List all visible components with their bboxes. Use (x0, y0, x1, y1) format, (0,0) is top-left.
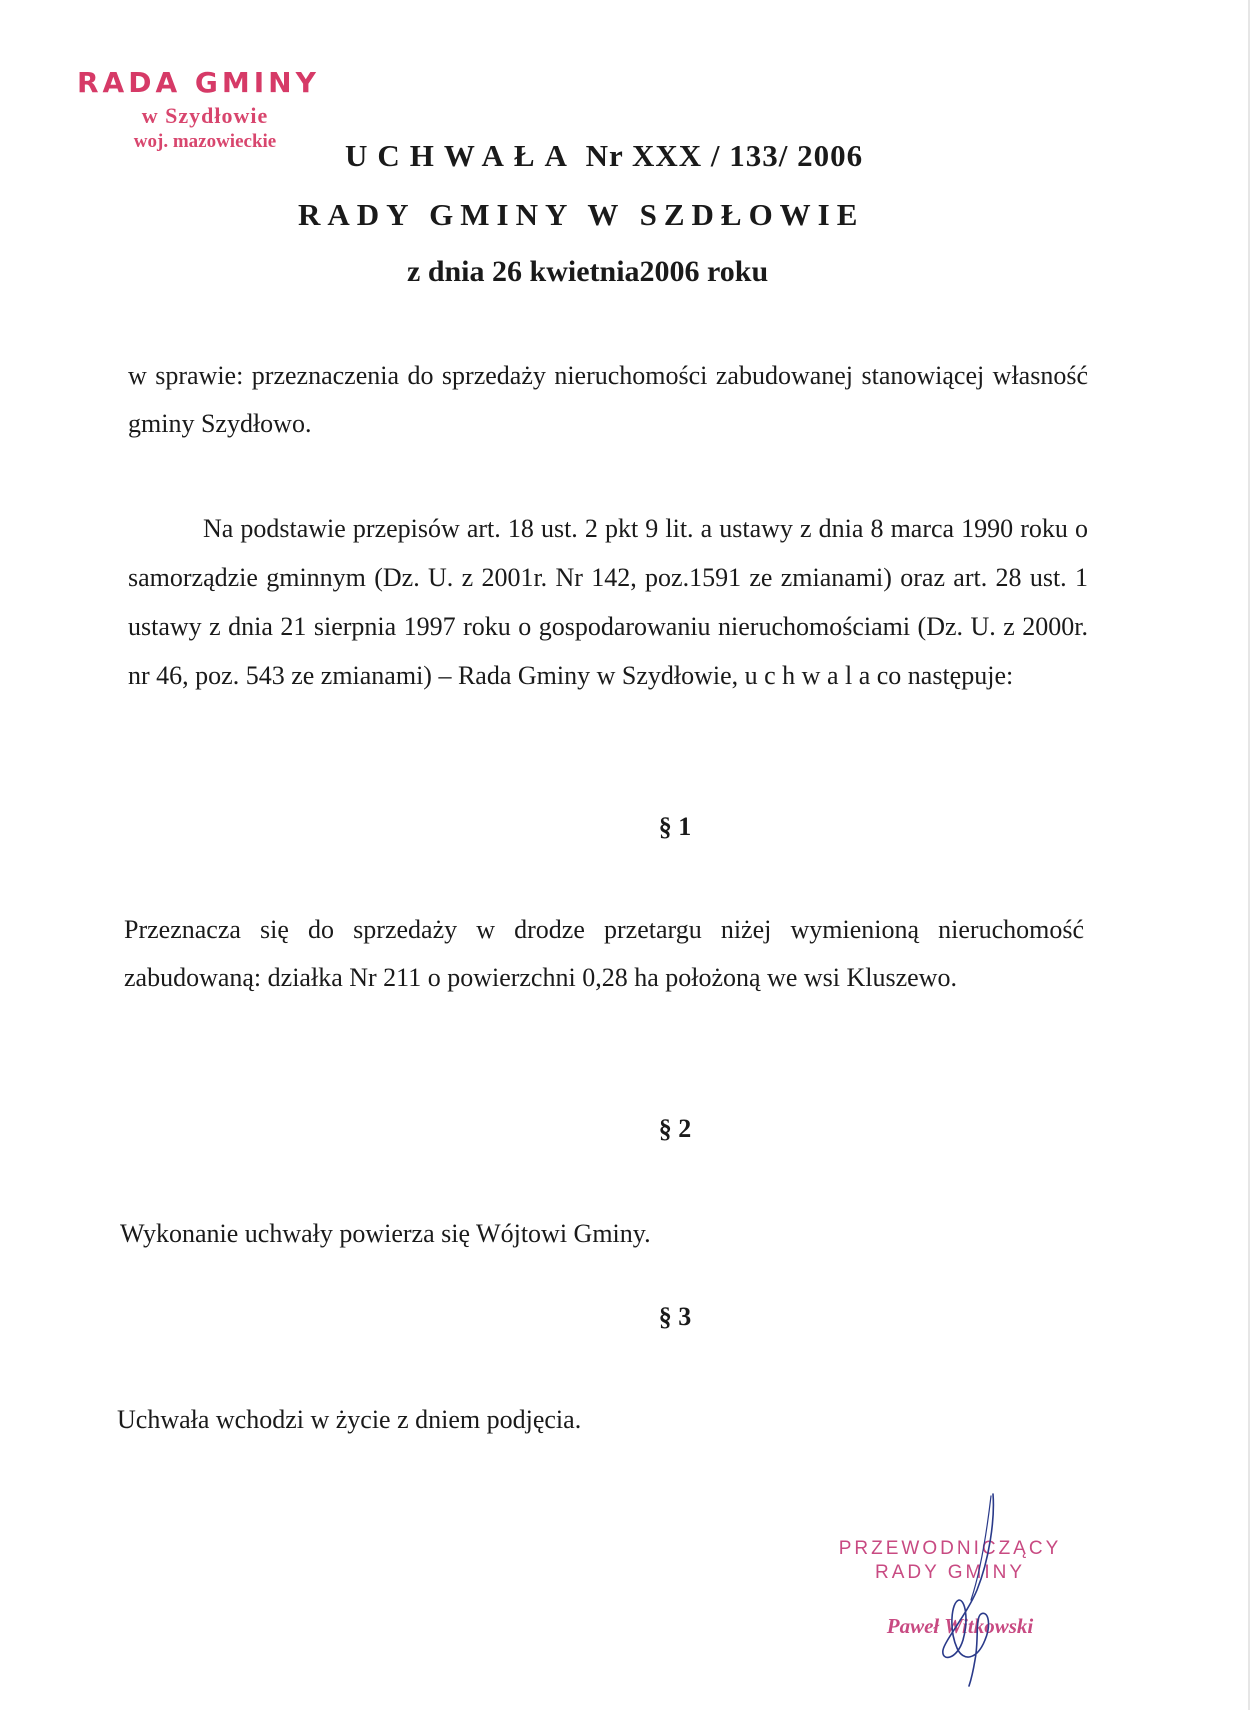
chairman-title-line-2: RADY GMINY (874, 1562, 1025, 1583)
section-text-3: Uchwała wchodzi w życie z dniem podjęcia. (117, 1405, 582, 1434)
section-mark-2: § 2 (658, 1114, 692, 1143)
chairman-name: Paweł Witkowski (886, 1614, 1034, 1638)
handwritten-signature (905, 1490, 1015, 1690)
council-stamp (75, 66, 335, 153)
stamp-line-1: RADA GMINY (77, 66, 320, 99)
resolution-date: z dnia 26 kwietnia2006 roku (407, 255, 769, 288)
resolution-word: UCHWAŁA (345, 138, 577, 173)
stamp-line-3: woj. mazowieckie (133, 131, 277, 152)
council-title: RADY GMINY W SZDŁOWIE (298, 197, 865, 232)
resolution-number: Nr XXX / 133/ 2006 (585, 138, 864, 173)
section-text-1: Przeznacza się do sprzedaży w drodze przetargu niżej wymienioną nieruchomość zabudowaną: działka Nr 211 o powierzchni 0,28 ha położoną we wsi Kluszewo. (124, 915, 1084, 992)
legal-basis-paragraph: Na podstawie przepisów art. 18 ust. 2 pkt 9 lit. a ustawy z dnia 8 marca 1990 roku o samorządzie gminnym (Dz. U. z 2001r. Nr 142, poz.1591 ze zmianami) oraz art. 28 ust. 1 ustawy z dnia 21 sierpnia 1997 roku o gospodarowaniu nieruchomościami (Dz. U. z 2000r. nr 46, poz. 543 ze zmianami) – Rada Gminy w Szydłowie, u c h w a l a co następuje: (128, 514, 1088, 690)
chairman-title-line-1: PRZEWODNICZĄCY (838, 1538, 1062, 1559)
section-mark-1: § 1 (658, 812, 692, 841)
resolution-title (345, 138, 863, 174)
section-text-2: Wykonanie uchwały powierza się Wójtowi Gminy. (120, 1219, 651, 1248)
subject-paragraph: w sprawie: przeznaczenia do sprzedaży nieruchomości zabudowanej stanowiącej własność gminy Szydłowo. (128, 361, 1088, 438)
section-mark-3: § 3 (658, 1302, 692, 1331)
stamp-line-2: w Szydłowie (141, 103, 269, 128)
